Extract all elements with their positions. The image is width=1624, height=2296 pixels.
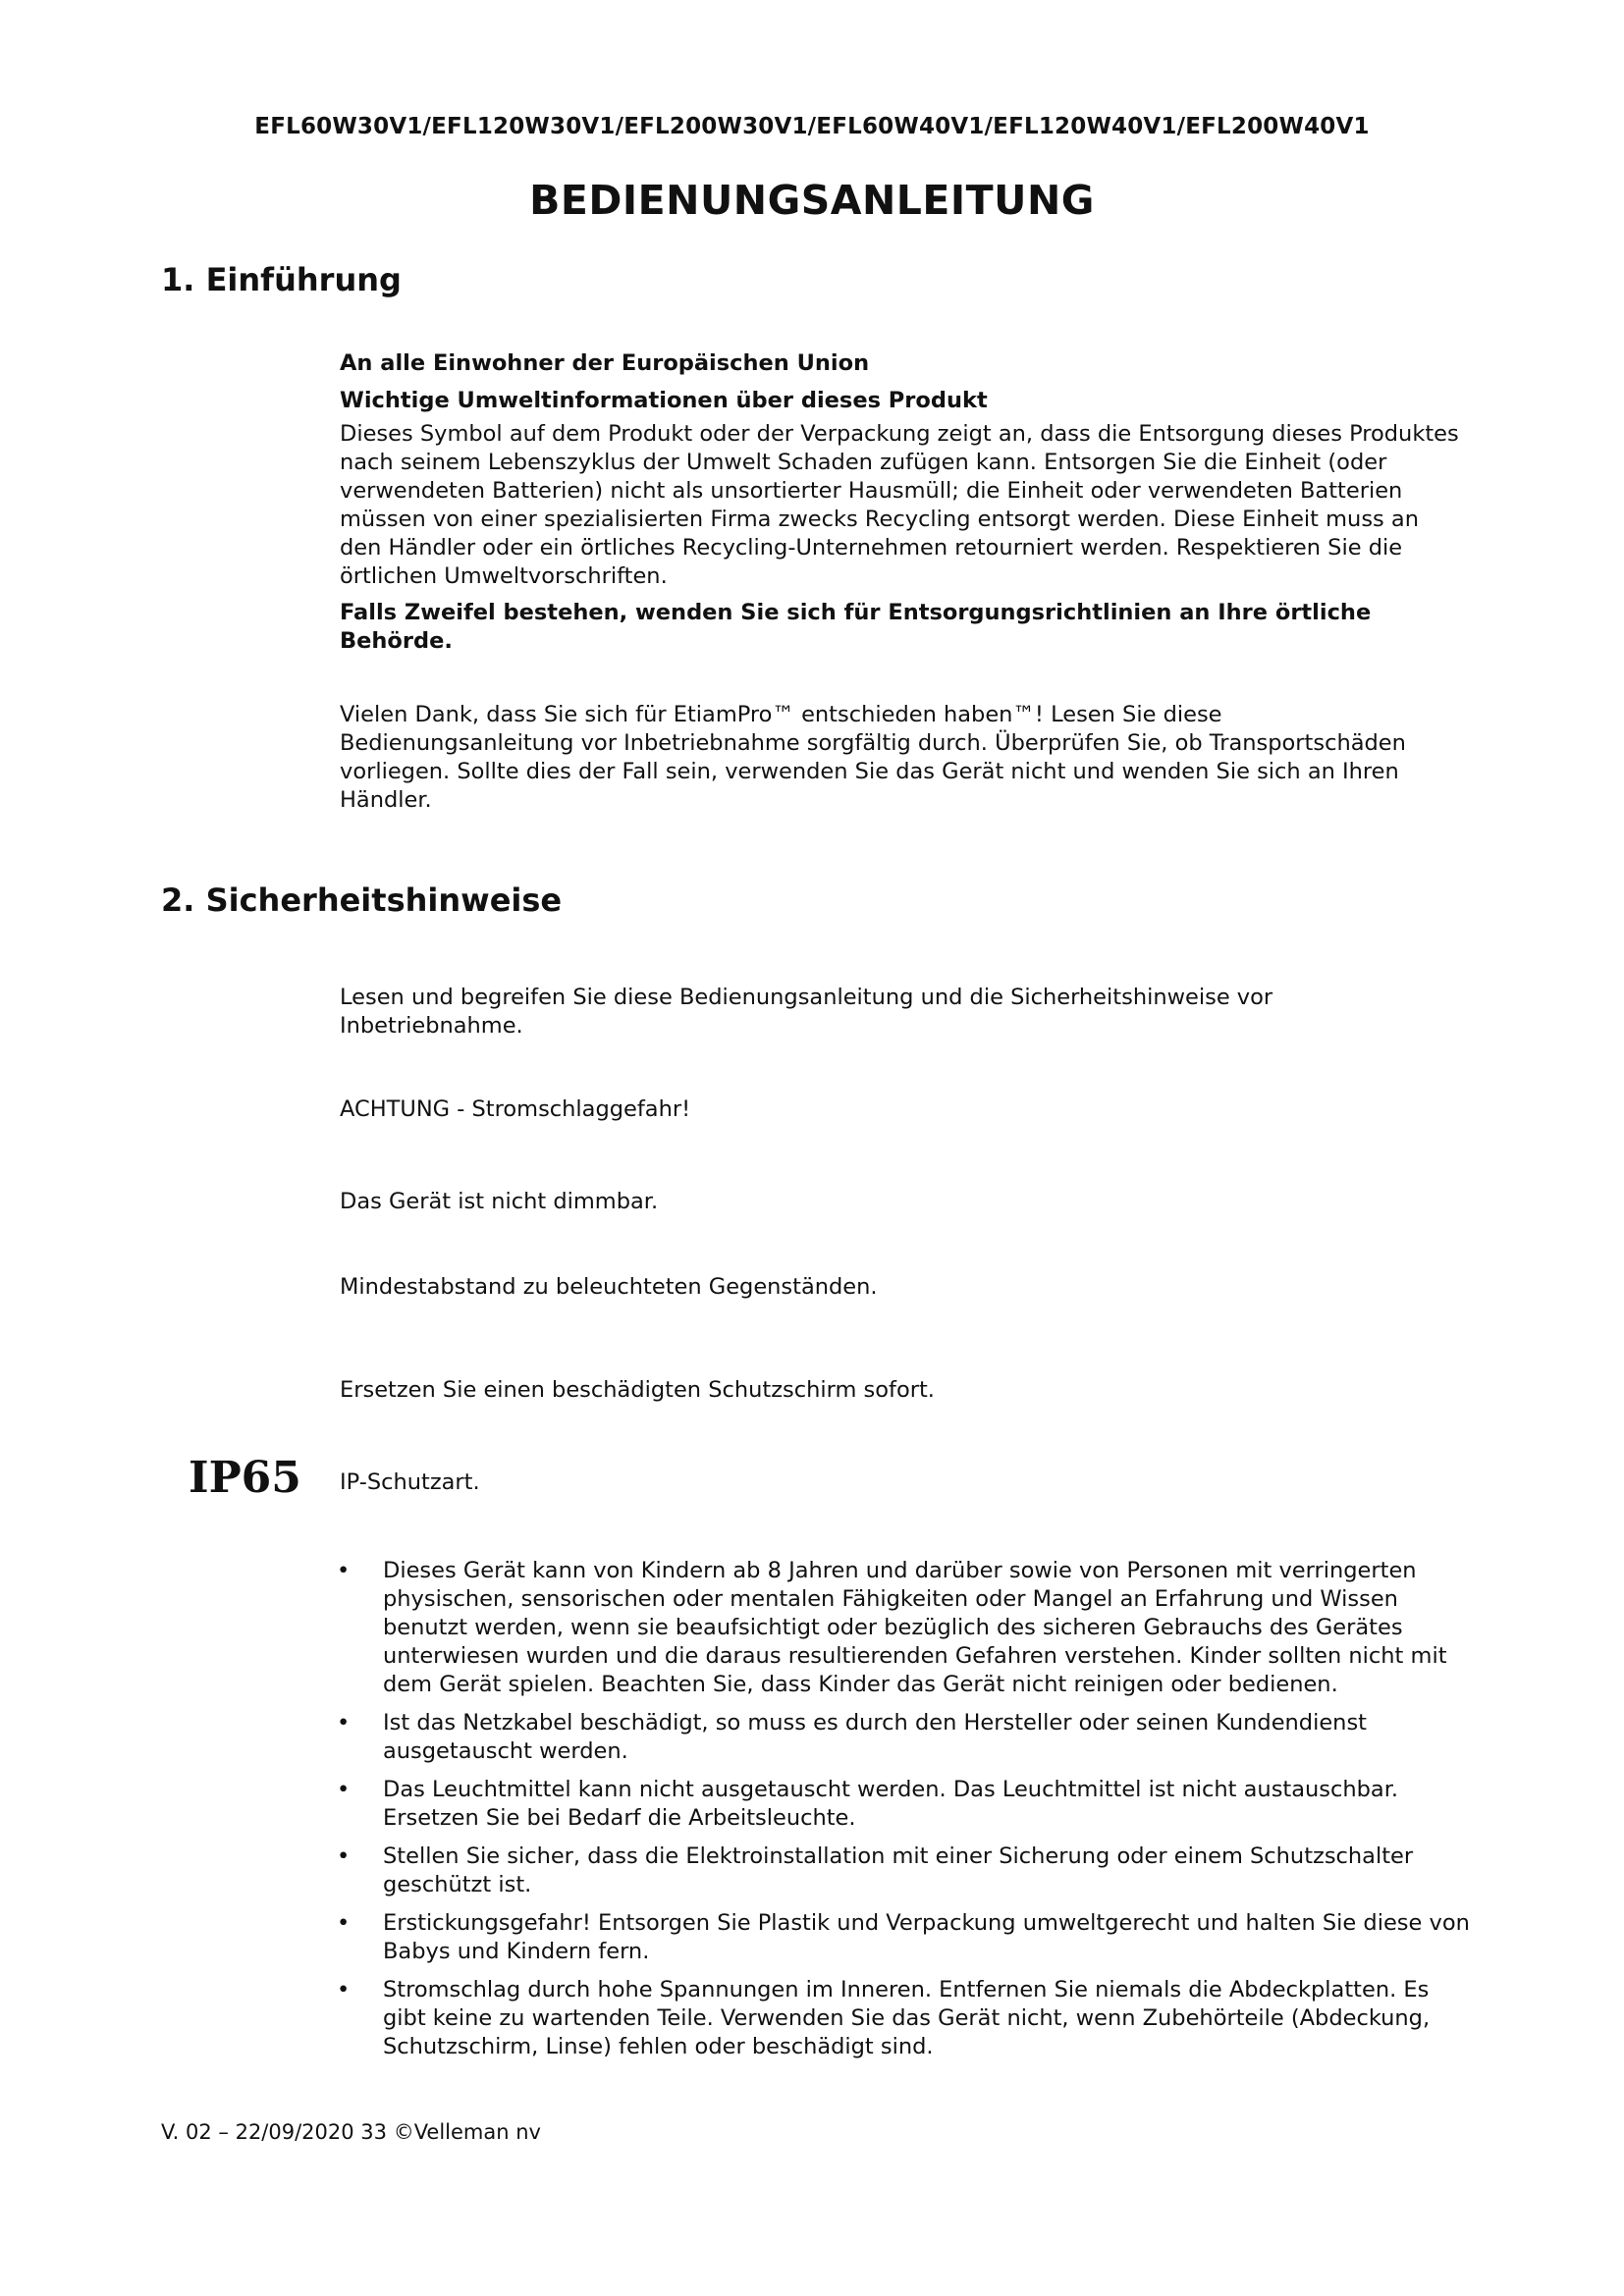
bullet-icon: • [337,1558,351,1583]
section-heading-safety: 2. Sicherheitshinweise [161,881,563,919]
page-footer: V. 02 – 22/09/2020 33 ©Velleman nv [161,2120,541,2144]
list-item [334,1842,1473,1899]
bullet-icon: • [337,1710,351,1735]
bullet-icon: • [337,1843,351,1869]
eu-residents-heading: An alle Einwohner der Europäischen Union [340,350,870,376]
bullet-icon: • [337,1777,351,1802]
model-numbers: EFL60W30V1/EFL120W30V1/EFL200W30V1/EFL60W40V1/EFL120W40V1/EFL200W40V1 [254,114,1370,139]
environment-info-text: Dieses Symbol auf dem Produkt oder der Verpackung zeigt an, dass die Entsorgung dieses Produktes nach seinem Lebenszyklus der Umwelt Schaden zufügen kann. Entsorgen Sie die Einheit (oder verwendeten Batterien) nicht als unsortierter Hausmüll; die Einheit oder verwendeten Batterien müssen von einer spezialisierten Firma zwecks Recycling entsorgt werden. Diese Einheit muss an den Händler oder ein örtliches Recycling-Unternehmen retourniert werden. Respektieren Sie die örtlichen Umweltvorschriften. [340,421,1459,589]
list-item [334,1976,1473,2061]
list-item [334,1909,1473,1966]
list-item-text: Ist das Netzkabel beschädigt, so muss es durch den Hersteller oder seinen Kundendienst ausgetauscht werden. [383,1710,1367,1764]
list-item [334,1557,1473,1699]
bullet-icon: • [337,1910,351,1936]
list-item-text: Erstickungsgefahr! Entsorgen Sie Plastik und Verpackung umweltgerecht und halten Sie diese von Babys und Kindern fern. [383,1910,1470,1964]
safety-bullet-list [334,1557,1473,2071]
disposal-doubt-text: Falls Zweifel bestehen, wenden Sie sich für Entsorgungsrichtlinien an Ihre örtliche Behörde. [340,600,1372,654]
ip65-icon: IP65 [189,1453,301,1503]
environment-info-heading: Wichtige Umweltinformationen über dieses Produkt [340,388,988,413]
list-item-text: Das Leuchtmittel kann nicht ausgetauscht werden. Das Leuchtmittel ist nicht austauschbar. Ersetzen Sie bei Bedarf die Arbeitsleuchte. [383,1777,1399,1831]
list-item-text: Dieses Gerät kann von Kindern ab 8 Jahren und darüber sowie von Personen mit verringerten physischen, sensorischen oder mentalen Fähigkeiten oder Mangel an Erfahrung und Wissen benutzt werden, wenn sie beaufsichtigt oder bezüglich des sicheren Gebrauchs des Gerätes unterwiesen wurden und die daraus resultierenden Gefahren verstehen. Kinder sollten nicht mit dem Gerät spielen. Beachten Sie, dass Kinder das Gerät nicht reinigen oder bedienen. [383,1558,1447,1697]
warning-not-dimmable: Das Gerät ist nicht dimmbar. [340,1189,659,1214]
list-item [334,1709,1473,1766]
warning-read-manual: Lesen und begreifen Sie diese Bedienungsanleitung und die Sicherheitshinweise vor Inbetriebnahme. [340,985,1273,1039]
section-heading-introduction: 1. Einführung [161,261,402,298]
list-item-text: Stromschlag durch hohe Spannungen im Inneren. Entfernen Sie niemals die Abdeckplatten. Es gibt keine zu wartenden Teile. Verwenden Sie das Gerät nicht, wenn Zubehörteile (Abdeckung, Schutzschirm, Linse) fehlen oder beschädigt sind. [383,1977,1431,2059]
document-title: BEDIENUNGSANLEITUNG [529,177,1095,224]
list-item [334,1776,1473,1833]
warning-minimum-distance: Mindestabstand zu beleuchteten Gegenständen. [340,1274,878,1300]
bullet-icon: • [337,1977,351,2002]
thank-you-text: Vielen Dank, dass Sie sich für EtiamPro™ entschieden haben™! Lesen Sie diese Bedienungsanleitung vor Inbetriebnahme sorgfältig durch. Überprüfen Sie, ob Transportschäden vorliegen. Sollte dies der Fall sein, verwenden Sie das Gerät nicht und wenden Sie sich an Ihren Händler. [340,702,1406,813]
warning-electric-shock: ACHTUNG - Stromschlaggefahr! [340,1096,691,1122]
list-item-text: Stellen Sie sicher, dass die Elektroinstallation mit einer Sicherung oder einem Schutzschalter geschützt ist. [383,1843,1414,1897]
warning-replace-shield: Ersetzen Sie einen beschädigten Schutzschirm sofort. [340,1377,935,1403]
warning-ip-rating: IP-Schutzart. [340,1469,480,1495]
